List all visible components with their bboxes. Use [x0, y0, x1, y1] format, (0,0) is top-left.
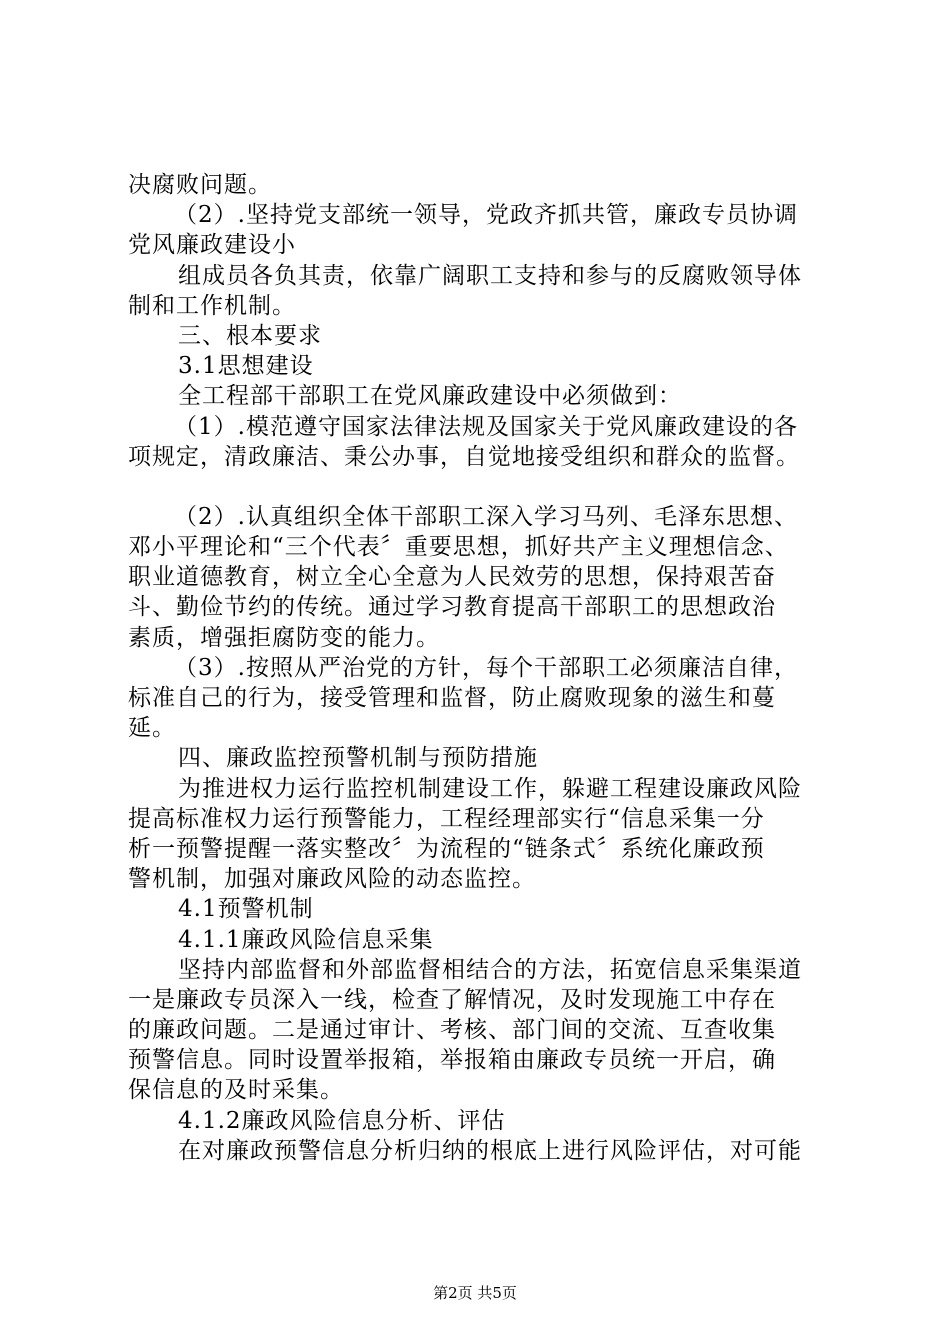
document-body	[128, 170, 840, 1166]
text-line: 决腐败问题。	[128, 172, 272, 198]
text-line: 析一预警提醒一落实整改〞为流程的“链条式〞系统化廉政预	[128, 835, 765, 862]
text-line: 职业道德教育，树立全心全意为人民效劳的思想，保持艰苦奋	[128, 564, 776, 591]
text-line: 坚持内部监督和外部监督相结合的方法，拓宽信息采集渠道	[178, 956, 802, 983]
text-line: 素质，增强拒腐防变的能力。	[128, 624, 440, 651]
text-line: 保信息的及时采集。	[128, 1077, 344, 1104]
section-heading: 三、根本要求	[178, 322, 322, 349]
text-line: （3）.按照从严治党的方针，每个干部职工必须廉洁自律，	[174, 654, 798, 681]
subsection-heading: 3.1思想建设	[178, 353, 314, 380]
text-line: 提高标准权力运行预警能力，工程经理部实行“信息采集一分	[128, 805, 765, 832]
text-line: 预警信息。同时设置举报箱，举报箱由廉政专员统一开启，确	[128, 1047, 776, 1074]
text-line: 为推进权力运行监控机制建设工作，躲避工程建设廉政风险	[178, 775, 802, 802]
text-line: 项规定，清政廉洁、秉公办事，自觉地接受组织和群众的监督。	[128, 443, 800, 470]
text-line: 邓小平理论和“三个代表〞重要思想，抓好共产主义理想信念、	[128, 534, 789, 561]
text-line: （2）.坚持党支部统一领导，党政齐抓共管，廉政专员协调	[174, 202, 798, 229]
subsection-heading: 4.1预警机制	[178, 896, 314, 923]
text-line: （1）.模范遵守国家法律法规及国家关于党风廉政建设的各	[174, 413, 798, 440]
text-line: 斗、勤俭节约的传统。通过学习教育提高干部职工的思想政治	[128, 594, 776, 621]
subsection-heading: 4.1.2廉政风险信息分析、评估	[178, 1107, 506, 1134]
text-line: 党风廉政建设小	[128, 232, 296, 259]
text-line: 全工程部干部职工在党风廉政建设中必须做到：	[178, 383, 682, 410]
text-line: 组成员各负其责，依靠广阔职工支持和参与的反腐败领导体	[178, 262, 802, 289]
text-line: 在对廉政预警信息分析归纳的根底上进行风险评估，对可能	[178, 1137, 802, 1164]
text-line: 标准自己的行为，接受管理和监督，防止腐败现象的滋生和蔓	[128, 685, 776, 711]
text-line: 延。	[128, 715, 176, 742]
page-number-footer: 第2页 共5页	[433, 1284, 517, 1302]
subsection-heading: 4.1.1廉政风险信息采集	[178, 926, 434, 953]
text-line: 的廉政问题。二是通过审计、考核、部门间的交流、互查收集	[128, 1017, 776, 1044]
text-line: （2）.认真组织全体干部职工深入学习马列、毛泽东思想、	[174, 503, 798, 530]
text-line: 警机制，加强对廉政风险的动态监控。	[128, 866, 536, 893]
section-heading: 四、廉政监控预警机制与预防措施	[178, 745, 538, 772]
text-line: 一是廉政专员深入一线，检查了解情况，及时发现施工中存在	[128, 986, 776, 1013]
paragraph-gap	[128, 472, 840, 502]
text-line: 制和工作机制。	[128, 292, 296, 319]
